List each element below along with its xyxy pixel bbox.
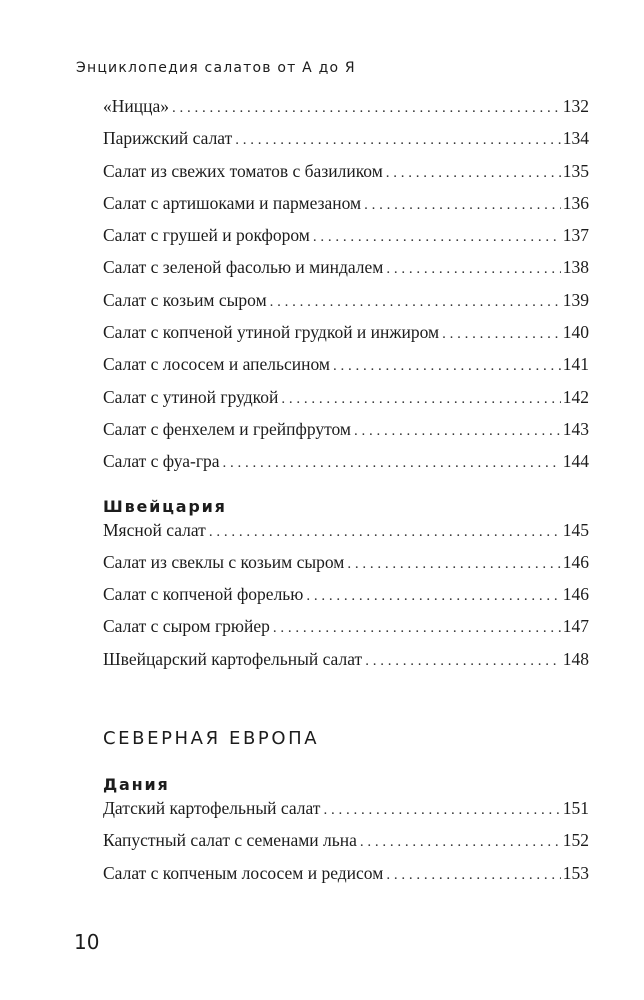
toc-entry-page: 142 — [562, 386, 589, 407]
toc-entry-title: Салат с грушей и рокфором — [103, 225, 310, 246]
toc-entry — [103, 830, 589, 862]
toc-northern-europe — [103, 762, 589, 895]
toc-entry-title: Салат с козьим сыром — [103, 289, 267, 310]
toc-entry — [103, 520, 589, 552]
dot-leader — [172, 100, 561, 117]
toc-entry-page: 148 — [562, 648, 589, 669]
toc-entry-title: Салат с копченой утиной грудкой и инжиром — [103, 322, 440, 343]
page-number: 10 — [74, 930, 100, 954]
toc-entry-page: 136 — [562, 192, 589, 213]
toc-entry-title: Салат с зеленой фасолью и миндалем — [103, 257, 384, 278]
toc-entry-page: 151 — [562, 798, 589, 818]
dot-leader — [386, 867, 560, 884]
toc-entry-page: 146 — [562, 551, 589, 572]
toc-entry — [103, 128, 589, 160]
dot-leader — [333, 358, 561, 375]
toc-entry — [103, 451, 589, 483]
toc-entry-page: 138 — [562, 257, 589, 278]
toc-entry-page: 141 — [562, 354, 589, 375]
toc-entry-page: 144 — [562, 451, 589, 472]
toc-entry-page: 137 — [562, 225, 589, 246]
toc-entry — [103, 584, 589, 616]
toc-entry — [103, 798, 589, 830]
toc-entry-page: 132 — [562, 96, 589, 116]
toc-entry — [103, 161, 589, 193]
dot-leader — [281, 391, 560, 408]
dot-leader — [323, 802, 560, 819]
dot-leader — [313, 229, 561, 246]
toc-entry-title: Салат с сыром грюйер — [103, 616, 270, 637]
running-head: Энциклопедия салатов от А до Я — [76, 60, 356, 76]
toc-entry — [103, 863, 589, 895]
dot-leader — [386, 165, 561, 182]
toc-entry-title: «Ницца» — [103, 96, 170, 116]
toc-entry — [103, 322, 589, 354]
toc-entry — [103, 552, 589, 584]
toc-entry — [103, 649, 589, 681]
dot-leader — [235, 132, 560, 149]
toc-entry — [103, 257, 589, 289]
toc-entry-title: Салат с фенхелем и грейпфрутом — [103, 418, 351, 439]
toc-entry — [103, 290, 589, 322]
toc-entry — [103, 225, 589, 257]
toc-entry-page: 152 — [562, 830, 589, 851]
toc-entry-title: Датский картофельный салат — [103, 798, 321, 818]
dot-leader — [347, 556, 560, 573]
toc-entry — [103, 193, 589, 225]
toc-entry-title: Салат из свеклы с козьим сыром — [103, 551, 345, 572]
toc-entry-page: 146 — [562, 584, 589, 605]
toc-entry-title: Мясной салат — [103, 519, 206, 540]
toc-entry-title: Капустный салат с семенами льна — [103, 830, 357, 851]
dot-leader — [223, 455, 561, 472]
toc-entry-page: 134 — [562, 128, 589, 149]
dot-leader — [386, 261, 560, 278]
toc-entry-title: Салат с утиной грудкой — [103, 386, 279, 407]
toc-entry — [103, 96, 589, 128]
toc-entry-page: 139 — [562, 289, 589, 310]
toc-entry-title: Салат из свежих томатов с базиликом — [103, 160, 383, 181]
toc-entry-page: 140 — [562, 322, 589, 343]
dot-leader — [306, 588, 560, 605]
toc-entry-title: Салат с копченой форелью — [103, 584, 304, 605]
dot-leader — [360, 834, 561, 851]
toc-entry — [103, 354, 589, 386]
toc-entry-page: 145 — [562, 519, 589, 540]
toc-entry-title: Парижский салат — [103, 128, 233, 149]
dot-leader — [270, 294, 561, 311]
dot-leader — [273, 620, 561, 637]
toc-entry-title: Салат с фуа-гра — [103, 451, 220, 472]
toc-entry-page: 143 — [562, 418, 589, 439]
toc-entry-title: Салат с артишоками и пармезаном — [103, 192, 362, 213]
toc-entry — [103, 616, 589, 648]
dot-leader — [354, 423, 561, 440]
toc-entry-page: 147 — [562, 616, 589, 637]
subheading-denmark: Дания — [103, 775, 170, 794]
dot-leader — [442, 326, 561, 343]
toc-entry-title: Швейцарский картофельный салат — [103, 648, 363, 669]
toc-entry-page: 135 — [562, 160, 589, 181]
toc-entry — [103, 419, 589, 451]
toc-entry-title: Салат с лососем и апельсином — [103, 354, 330, 375]
section-heading-northern-europe: СЕВЕРНАЯ ЕВРОПА — [103, 728, 320, 749]
toc-entry-page: 153 — [562, 862, 589, 883]
toc-france-continued — [103, 96, 589, 681]
dot-leader — [365, 653, 561, 670]
toc-entry-title: Салат с копченым лососем и редисом — [103, 862, 384, 883]
toc-entry — [103, 387, 589, 419]
dot-leader — [209, 524, 561, 541]
dot-leader — [364, 197, 561, 214]
subheading-switzerland: Швейцария — [103, 496, 227, 516]
